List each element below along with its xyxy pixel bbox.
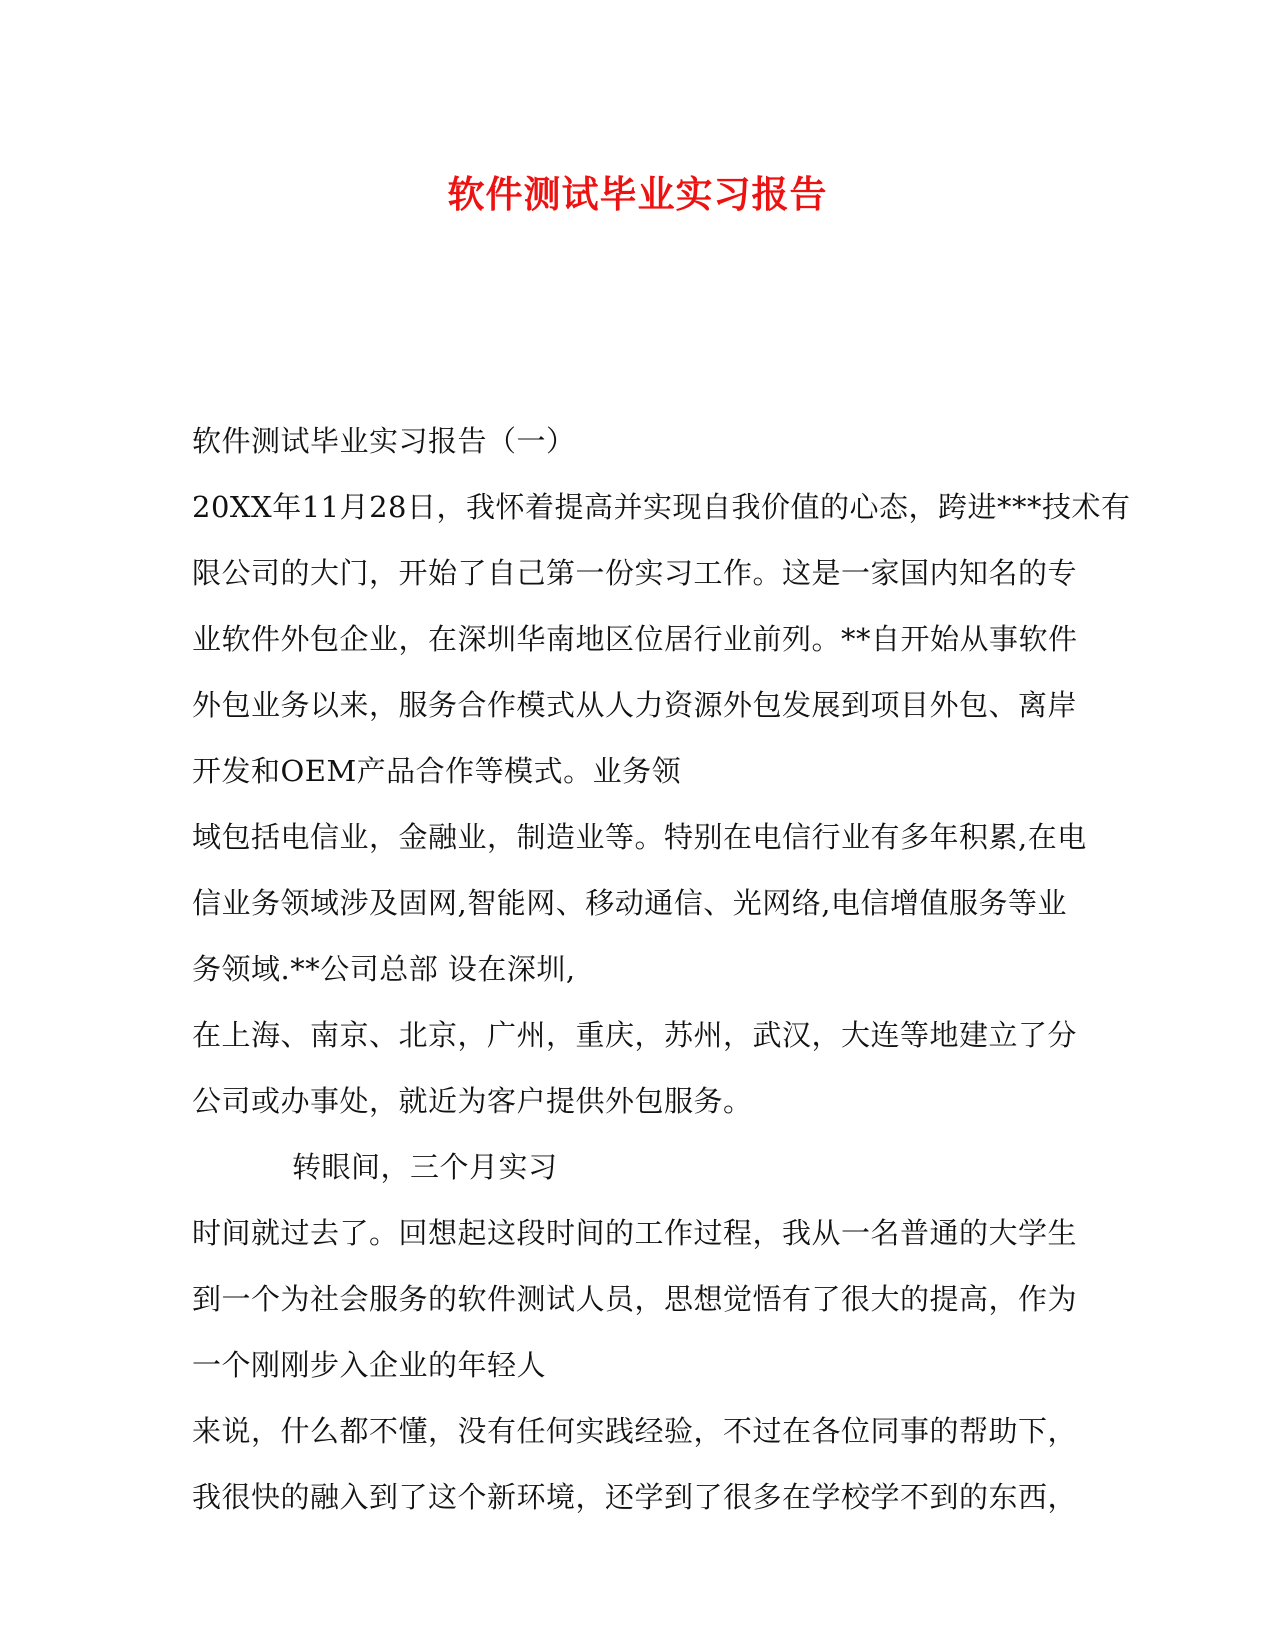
paragraph-line: 20XX年11月28日，我怀着提高并实现自我价值的心态，跨进***技术有 bbox=[192, 490, 1131, 524]
subtitle-line: 软件测试毕业实习报告（一） bbox=[192, 424, 576, 458]
paragraph-line: 信业务领域涉及固网,智能网、移动通信、光网络,电信增值服务等业 bbox=[192, 886, 1067, 920]
paragraph-line: 业软件外包企业，在深圳华南地区位居行业前列。**自开始从事软件 bbox=[192, 622, 1078, 656]
paragraph-line-indented: 转眼间，三个月实习 bbox=[292, 1150, 558, 1184]
document-title: 软件测试毕业实习报告 bbox=[447, 172, 828, 216]
paragraph-line: 开发和OEM产品合作等模式。业务领 bbox=[192, 754, 682, 788]
paragraph-line: 务领域.**公司总部 设在深圳, bbox=[192, 952, 576, 986]
document-body bbox=[192, 408, 1131, 1530]
paragraph-line: 域包括电信业，金融业，制造业等。特别在电信行业有多年积累,在电 bbox=[192, 820, 1087, 854]
paragraph-line: 一个刚刚步入企业的年轻人 bbox=[192, 1348, 547, 1382]
paragraph-line: 在上海、南京、北京，广州，重庆，苏州，武汉，大连等地建立了分 bbox=[192, 1018, 1078, 1052]
paragraph-line: 外包业务以来，服务合作模式从人力资源外包发展到项目外包、离岸 bbox=[192, 688, 1078, 722]
paragraph-line: 我很快的融入到了这个新环境，还学到了很多在学校学不到的东西， bbox=[192, 1480, 1078, 1514]
paragraph-line: 限公司的大门，开始了自己第一份实习工作。这是一家国内知名的专 bbox=[192, 556, 1078, 590]
paragraph-line: 到一个为社会服务的软件测试人员，思想觉悟有了很大的提高，作为 bbox=[192, 1282, 1078, 1316]
paragraph-line: 时间就过去了。回想起这段时间的工作过程，我从一名普通的大学生 bbox=[192, 1216, 1078, 1250]
paragraph-line: 来说，什么都不懂，没有任何实践经验，不过在各位同事的帮助下， bbox=[192, 1414, 1078, 1448]
paragraph-line: 公司或办事处，就近为客户提供外包服务。 bbox=[192, 1084, 753, 1118]
